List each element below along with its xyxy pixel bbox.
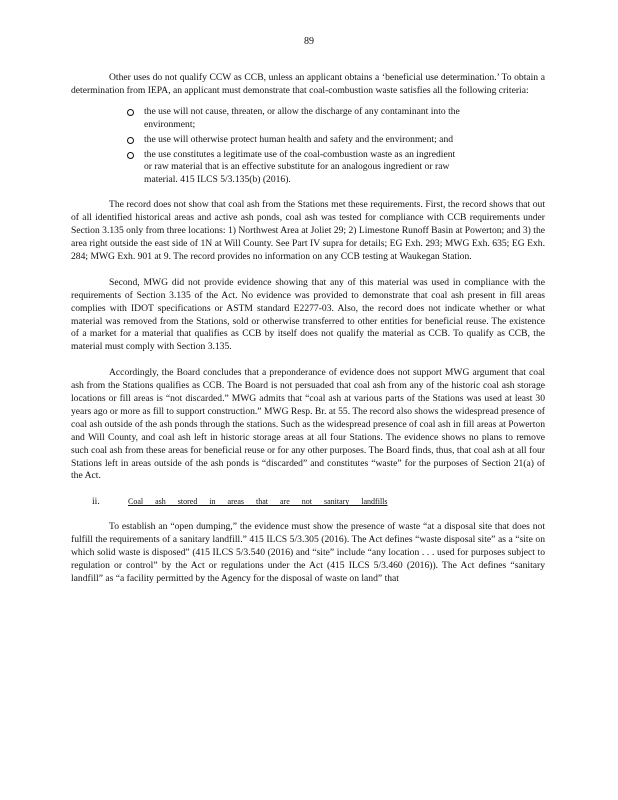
criteria-text: the use will otherwise protect human health and safety and the environment; and (144, 133, 454, 145)
paragraph-beneficial-use: Other uses do not qualify CCW as CCB, unless an applicant obtains a ‘beneficial use determination.’ To obtain a determination from IEPA, an applicant must demonstrate that coal-combustion waste satisfies all the following criteria: (71, 72, 545, 96)
criteria-item (71, 149, 545, 188)
circle-bullet-icon (127, 152, 134, 159)
paragraph-board-conclusion: Accordingly, the Board concludes that a preponderance of evidence does not support MWG argument that coal ash from the Stations qualifies as CCB. The Board is not persuaded that coal ash from any of the historic coal ash storage locations or fill areas is “not discarded.” MWG admits that “coal ash at various parts of the Stations was used at least 30 years ago or more as fill to support construction.” MWG Resp. Br. at 55. The record also shows the widespread presence of coal ash outside of the ash ponds through the stations. Such as the widespread presence of coal ash in fill areas at Powerton and Will County, and coal ash left in historic storage areas at all four Stations. The evidence shows no plans to remove such coal ash from these areas for beneficial reuse or for any other purposes. The Board finds, thus, that coal ash at all four Stations left in areas outside of the ash ponds is “discarded” and constitutes “waste” for the purposes of Section 21(a) of the Act. (71, 367, 545, 482)
criteria-text: the use constitutes a legitimate use of the coal-combustion waste as an ingredient or raw material that is an effective substitute for an analogous ingredient or raw material. 415 ILCS 5/3.135(b) (2016). (144, 148, 456, 186)
paragraph-second-evidence: Second, MWG did not provide evidence showing that any of this material was used in compliance with the requirements of Section 3.135 of the Act. No evidence was provided to demonstrate that coal ash present in fill areas complies with IDOT specifications or ASTM standard E2277-03. Also, the record does not indicate whether or what material was removed from the Stations, sold or otherwise transferred to other entities for beneficial reuse. The existence of a market for a material that qualifies as CCB by itself does not qualify the material as CCB. To qualify as CCB, the material must comply with Section 3.135. (71, 276, 545, 353)
section-subheading (71, 496, 545, 509)
criteria-list (71, 106, 545, 187)
circle-bullet-icon (127, 137, 134, 144)
subheading-numeral: ii. (92, 496, 100, 508)
criteria-text: the use will not cause, threaten, or allow the discharge of any contaminant into the environment; (144, 105, 460, 130)
paragraph-record-testing: The record does not show that coal ash from the Stations met these requirements. First, the record shows that out of all identified historical areas and active ash ponds, coal ash was tested for compliance with CCB requirements under Section 3.135 only from three locations: 1) Northwest Area at Joliet 29; 2) Limestone Runoff Basin at Powerton; and 3) the area right outside the east side of 1N at Will County. See Part IV supra for details; EG Exh. 293; MWG Exh. 635; EG Exh. 284; MWG Exh. 901 at 9. The record provides no information on any CCB testing at Waukegan Station. (71, 199, 545, 262)
criteria-item (71, 106, 545, 132)
body-text (71, 72, 545, 599)
page-number: 89 (304, 36, 314, 47)
criteria-item (71, 134, 545, 147)
subheading-title: Coal ash stored in areas that are not sanitary landfills (128, 497, 388, 507)
paragraph-open-dumping: To establish an “open dumping,” the evidence must show the presence of waste “at a disposal site that does not fulfill the requirements of a sanitary landfill.” 415 ILCS 5/3.305 (2016). The Act defines “waste disposal site” as a “site on which solid waste is disposed” (415 ILCS 5/3.540 (2016) and “site” include “any location . . . used for purposes subject to regulation or control” by the Act or regulations under the Act (415 ILCS 5/3.460 (2016)). The Act defines “sanitary landfill” as “a facility permitted by the Agency for the disposal of waste on land” that (71, 521, 545, 584)
circle-bullet-icon (127, 109, 134, 116)
